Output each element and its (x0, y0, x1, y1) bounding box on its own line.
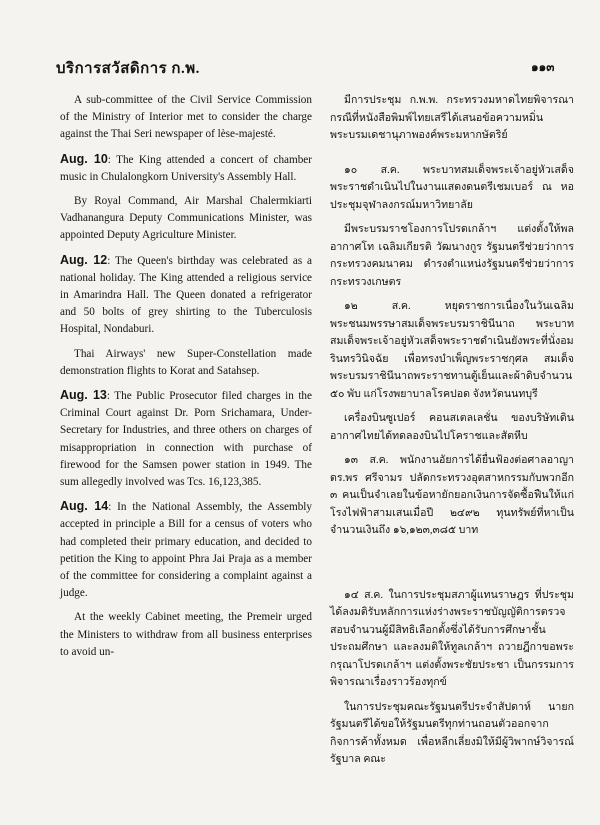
paragraph: มีการประชุม ก.พ.พ. กระทรวงมหาดไทยพิจารณากรณีที่หนังสือพิมพ์ไทยเสรีได้เสนอข้อความหมิ่นพระบรมเดชานุภาพองค์พระมหากษัตริย์ (330, 95, 574, 141)
paragraph (60, 498, 312, 602)
paragraph: Thai Airways' new Super-Constellation made demonstration flights to Korat and Satahsep. (60, 347, 312, 377)
thai-column (330, 92, 574, 776)
paragraph-text: : In the National Assembly, the Assembly accepted in principle a Bill for a census of voters who had completed their primary education, and decided to petition the King to appoint Phra Jai Praja as a member of the committee for considering a complaint against a judge. (60, 501, 312, 600)
page-number: ๑๑๓ (531, 60, 555, 74)
paragraph: ในการประชุมคณะรัฐมนตรีประจำสัปดาห์ นายกรัฐมนตรีได้ขอให้รัฐมนตรีทุกท่านถอนตัวออกจากกิจการค้าทั้งหมด เพื่อหลีกเลี่ยงมิให้มีผู้วิพากษ์วิจารณ์รัฐบาล คณะ (330, 701, 574, 765)
paragraph (60, 252, 312, 339)
english-column (60, 92, 312, 668)
paragraph: ๑๔ ส.ค. ในการประชุมสภาผู้แทนราษฎร ที่ประชุมได้ลงมติรับหลักการแห่งร่างพระราชบัญญัติการตรวจสอบจำนวนผู้มีสิทธิเลือกตั้งซึ่งได้รับการศึกษาชั้นประถมศึกษา และลงมติให้ทูลเกล้าฯ ถวายฎีกาขอพระกรุณาโปรดเกล้าฯ แต่งตั้งพระชัยประชา เป็นกรรมการพิจารณาเรื่องราวร้องทุกข์ (330, 589, 574, 688)
paragraph (60, 387, 312, 491)
paragraph (60, 151, 312, 186)
date-heading: Aug. 10 (60, 151, 108, 166)
paragraph-text: : The Public Prosecutor filed charges in the Criminal Court against Dr. Porn Srichamara, Under-Secretary for Industries, and three others on charges of misappropriation in connection with purchase of firewood for the Samsen power station in 1949. The sum allegedly involved was Tcs. 16,123,385. (60, 390, 312, 489)
paragraph: เครื่องบินซูเปอร์ คอนสเตลเลชั่น ของบริษัทเดินอากาศไทยได้ทดลองบินไปโคราชและสัตหีบ (330, 413, 574, 442)
spacer (330, 152, 574, 162)
paragraph: A sub-committee of the Civil Service Commission of the Ministry of Interior met to consider the charge against the Thai Seri newspaper of lèse-majesté. (60, 94, 312, 141)
paragraph-text: : The Queen's birthday was celebrated as a national holiday. The King attended a religious service in Amarindra Hall. The Queen donated a refrigerator and 50 bolts of grey shirting to the Tuberculosis Hospital, Nondaburi. (60, 254, 312, 336)
spacer (330, 547, 574, 587)
paragraph-text: : The King attended a concert of chamber music in Chulalongkorn University's Assembly Hall. (60, 153, 312, 183)
paragraph: At the weekly Cabinet meeting, the Premeir urged the Ministers to withdraw from all business enterprises to avoid un- (60, 611, 312, 658)
paragraph: ๑๐ ส.ค. พระบาทสมเด็จพระเจ้าอยู่หัวเสด็จพระราชดำเนินไปในงานแสดงดนตรีเชมเบอร์ ณ หอประชุมจุฬาลงกรณ์มหาวิทยาลัย (330, 164, 574, 211)
paragraph: ๑๓ ส.ค. พนักงานอัยการได้ยื่นฟ้องต่อศาลอาญา ดร.พร ศรีจามร ปลัดกระทรวงอุตสาหกรรมกับพวกอีก ๓ คนเป็นจำเลยในข้อหายักยอกเงินการจัดซื้อฟืนให้แก่โรงไฟฟ้าสามเสนเมื่อปี ๒๔๙๒ ทุนทรัพย์ที่หาเป็นจำนวนเงินถึง ๑๖,๑๒๓,๓๘๕ บาท (330, 455, 574, 536)
paragraph: มีพระบรมราชโองการโปรดเกล้าฯ แต่งตั้งให้พลอากาศโท เฉลิมเกียรติ วัฒนางกูร รัฐมนตรีช่วยว่าการกระทรวงคมนาคม ดำรงตำแหน่งรัฐมนตรีช่วยว่าการกระทรวงเกษตร (330, 224, 574, 288)
paragraph: By Royal Command, Air Marshal Chalermkiarti Vadhanangura Deputy Communications Minister, was appointed Deputy Agriculture Minister. (60, 195, 312, 242)
date-heading: Aug. 12 (60, 252, 108, 267)
page-header-title: บริการสวัสดิการ ก.พ. (56, 61, 200, 77)
paragraph: ๑๒ ส.ค. หยุดราชการเนื่องในวันเฉลิมพระชนมพรรษาสมเด็จพระบรมราชินีนาถ พระบาทสมเด็จพระเจ้าอยู่หัวเสด็จพระราชดำเนินยังพระที่นั่งอมรินทรวินิจฉัย เพื่อทรงบำเพ็ญพระราชกุศล สมเด็จพระบรมราชินีนาถพระราชทานตู้เย็นและผ้าดิบจำนวน ๕๐ พับ แก่โรงพยาบาลโรคปอด จังหวัดนนทบุรี (330, 301, 574, 400)
date-heading: Aug. 14 (60, 499, 109, 514)
date-heading: Aug. 13 (60, 388, 107, 403)
